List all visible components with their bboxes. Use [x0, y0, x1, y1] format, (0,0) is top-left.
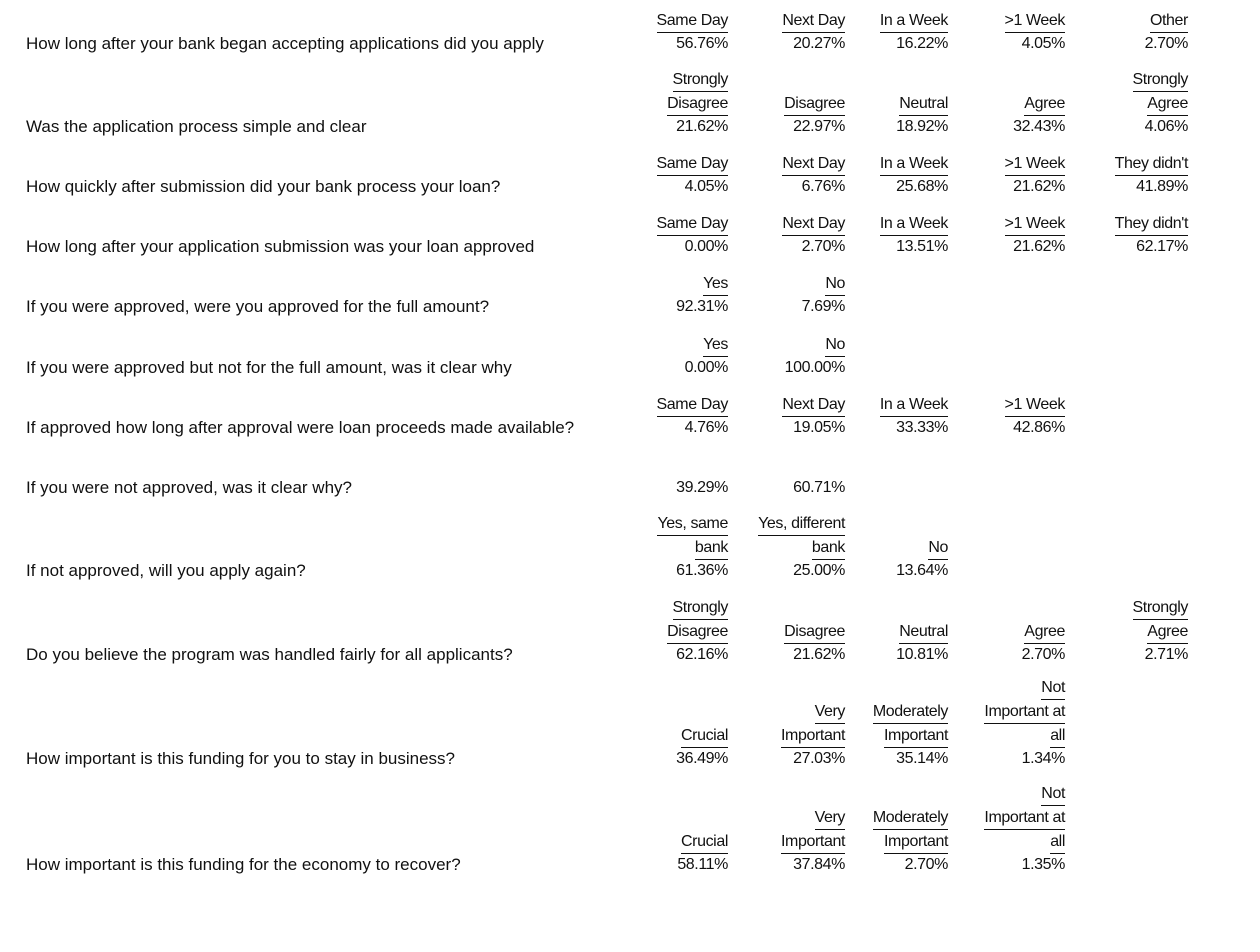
answer-option-label: Not [1041, 676, 1065, 700]
answer-percentage: 4.06% [1144, 118, 1188, 135]
answer-percentage: 19.05% [793, 419, 845, 436]
answer-option-header [1005, 9, 1066, 33]
answer-option-label: all [1050, 830, 1065, 854]
answer-percentage: 56.76% [676, 35, 728, 52]
question-text: If not approved, will you apply again? [26, 561, 306, 580]
answer-option-label: Same Day [657, 212, 729, 236]
answer-option-label: >1 Week [1005, 393, 1066, 417]
answer-option-label: Very [815, 806, 845, 830]
question-text: How important is this funding for the economy to recover? [26, 855, 461, 874]
answer-option-label: Not [1041, 782, 1065, 806]
answer-option-label: Strongly [673, 68, 729, 92]
answer-option-label: In a Week [880, 152, 948, 176]
answer-percentage: 32.43% [1013, 118, 1065, 135]
answer-percentage: 22.97% [793, 118, 845, 135]
answer-option-label: >1 Week [1005, 152, 1066, 176]
answer-option-header [984, 782, 1065, 854]
survey-row [0, 566, 1260, 666]
answer-percentage: 4.05% [684, 178, 728, 195]
answer-option-label: Important [781, 830, 845, 854]
question-text: Was the application process simple and clear [26, 117, 367, 136]
answer-percentage: 62.17% [1136, 238, 1188, 255]
answer-option-header [873, 700, 948, 748]
answer-option-label: Important at [984, 700, 1065, 724]
answer-option-label: Important [884, 830, 948, 854]
answer-option-header [677, 830, 728, 854]
answer-cell [1133, 596, 1189, 666]
answer-option-label: bank [812, 536, 845, 560]
answer-option-label: Strongly [1133, 596, 1189, 620]
question-text: How long after your application submission was your loan approved [26, 237, 535, 256]
answer-option-label: Important [884, 724, 948, 748]
answer-option-label: Same Day [657, 9, 729, 33]
answer-option-label: Next Day [782, 212, 845, 236]
answer-percentage: 35.14% [896, 750, 948, 767]
answer-option-label: They didn't [1115, 152, 1188, 176]
answer-cell [781, 806, 845, 876]
answer-percentage: 2.70% [1144, 35, 1188, 52]
answer-option-label: Agree [1147, 620, 1188, 644]
answer-percentage: 2.70% [1021, 646, 1065, 663]
question-text: How quickly after submission did your bank process your loan? [26, 177, 501, 196]
answer-option-label: Important at [984, 806, 1065, 830]
answer-option-label: Yes [703, 333, 728, 357]
answer-percentage: 6.76% [801, 178, 845, 195]
answer-option-label: Strongly [673, 596, 729, 620]
answer-option-label: bank [695, 536, 728, 560]
answer-percentage: 42.86% [1013, 419, 1065, 436]
answer-option-label: Very [815, 700, 845, 724]
answer-option-label: all [1050, 724, 1065, 748]
answer-option-label: Moderately [873, 806, 948, 830]
answer-percentage: 36.49% [676, 750, 728, 767]
answer-option-header [896, 620, 948, 644]
answer-option-label: No [928, 536, 948, 560]
answer-percentage: 20.27% [793, 35, 845, 52]
answer-option-label: In a Week [880, 9, 948, 33]
question-text: If you were approved, were you approved for the full amount? [26, 297, 490, 316]
question-text: If approved how long after approval were loan proceeds made available? [26, 418, 575, 437]
answer-percentage: 13.64% [896, 562, 948, 579]
answer-cell [896, 620, 948, 666]
answer-percentage: 61.36% [676, 562, 728, 579]
answer-percentage: 7.69% [801, 298, 845, 315]
answer-percentage: 21.62% [1013, 178, 1065, 195]
answer-option-label: >1 Week [1005, 9, 1066, 33]
answer-option-label: Next Day [782, 393, 845, 417]
question-text: How long after your bank began accepting applications did you apply [26, 34, 544, 53]
answer-cell [784, 620, 845, 666]
answer-percentage: 18.92% [896, 118, 948, 135]
answer-option-label: Yes [703, 272, 728, 296]
answer-option-label: Next Day [782, 9, 845, 33]
answer-percentage: 13.51% [896, 238, 948, 255]
answer-option-label: Same Day [657, 152, 729, 176]
answer-percentage: 37.84% [793, 856, 845, 873]
answer-cell [677, 830, 728, 876]
answer-option-label: Disagree [784, 92, 845, 116]
question-text: If you were approved but not for the full amount, was it clear why [26, 358, 512, 377]
answer-option-header [896, 536, 948, 560]
question-text: Do you believe the program was handled fairly for all applicants? [26, 645, 513, 664]
answer-option-label: Crucial [681, 830, 728, 854]
question-text: If you were not approved, was it clear why? [26, 478, 352, 497]
answer-option-header [758, 512, 845, 560]
answer-cell [873, 700, 948, 770]
answer-option-header [657, 512, 728, 560]
answer-percentage: 58.11% [677, 856, 728, 873]
answer-percentage: 21.62% [1013, 238, 1065, 255]
answer-cell [676, 724, 728, 770]
answer-option-label: Crucial [681, 724, 728, 748]
answer-option-label: No [825, 333, 845, 357]
answer-option-label: No [825, 272, 845, 296]
answer-option-label: In a Week [880, 212, 948, 236]
answer-option-header [1133, 596, 1189, 644]
answer-percentage: 1.35% [1021, 856, 1065, 873]
answer-percentage: 60.71% [793, 479, 845, 496]
answer-option-label: Important [781, 724, 845, 748]
answer-option-label: Disagree [667, 92, 728, 116]
answer-option-header [1145, 9, 1188, 33]
answer-option-label: Next Day [782, 152, 845, 176]
answer-option-label: Neutral [899, 620, 948, 644]
answer-option-header [781, 700, 845, 748]
answer-option-label: They didn't [1115, 212, 1188, 236]
answer-cell [1022, 620, 1065, 666]
answer-option-label: Disagree [667, 620, 728, 644]
answer-option-header [784, 620, 845, 644]
answer-option-header [781, 806, 845, 854]
survey-row [0, 776, 1260, 876]
answer-percentage: 21.62% [793, 646, 845, 663]
answer-option-label: Yes, same [657, 512, 728, 536]
answer-percentage: 2.71% [1144, 646, 1188, 663]
answer-percentage: 41.89% [1136, 178, 1188, 195]
answer-option-header [782, 9, 845, 33]
answer-cell [984, 676, 1065, 770]
answer-option-header [984, 676, 1065, 748]
answer-cell [781, 700, 845, 770]
answer-percentage: 21.62% [676, 118, 728, 135]
answer-option-label: Yes, different [758, 512, 845, 536]
answer-option-label: Strongly [1133, 68, 1189, 92]
answer-percentage: 0.00% [684, 359, 728, 376]
answer-percentage: 92.31% [676, 298, 728, 315]
answer-option-label: Agree [1147, 92, 1188, 116]
answer-percentage: 10.81% [896, 646, 948, 663]
answer-option-label: Neutral [899, 92, 948, 116]
answer-cell [984, 782, 1065, 876]
answer-percentage: 2.70% [801, 238, 845, 255]
answer-option-header [657, 9, 729, 33]
answer-percentage: 2.70% [904, 856, 948, 873]
answer-option-header [880, 9, 948, 33]
answer-percentage: 100.00% [784, 359, 845, 376]
answer-option-header [1022, 620, 1065, 644]
answer-option-label: >1 Week [1005, 212, 1066, 236]
answer-option-header [676, 724, 728, 748]
answer-percentage: 16.22% [896, 35, 948, 52]
answer-option-label: Agree [1024, 92, 1065, 116]
answer-option-label: Moderately [873, 700, 948, 724]
answer-percentage: 0.00% [684, 238, 728, 255]
answer-option-header [873, 806, 948, 854]
answer-percentage: 39.29% [676, 479, 728, 496]
answer-percentage: 1.34% [1021, 750, 1065, 767]
answer-percentage: 27.03% [793, 750, 845, 767]
answer-percentage: 4.05% [1021, 35, 1065, 52]
answer-percentage: 33.33% [896, 419, 948, 436]
question-text: How important is this funding for you to stay in business? [26, 749, 455, 768]
answer-cell [873, 806, 948, 876]
answer-cell [667, 596, 728, 666]
answer-percentage: 62.16% [676, 646, 728, 663]
answer-option-label: Same Day [657, 393, 729, 417]
survey-row [0, 670, 1260, 770]
answer-option-header [667, 596, 728, 644]
answer-option-label: Disagree [784, 620, 845, 644]
answer-percentage: 25.68% [896, 178, 948, 195]
answer-percentage: 25.00% [793, 562, 845, 579]
answer-option-label: Agree [1024, 620, 1065, 644]
answer-option-label: In a Week [880, 393, 948, 417]
answer-option-label: Other [1150, 9, 1188, 33]
answer-percentage: 4.76% [684, 419, 728, 436]
